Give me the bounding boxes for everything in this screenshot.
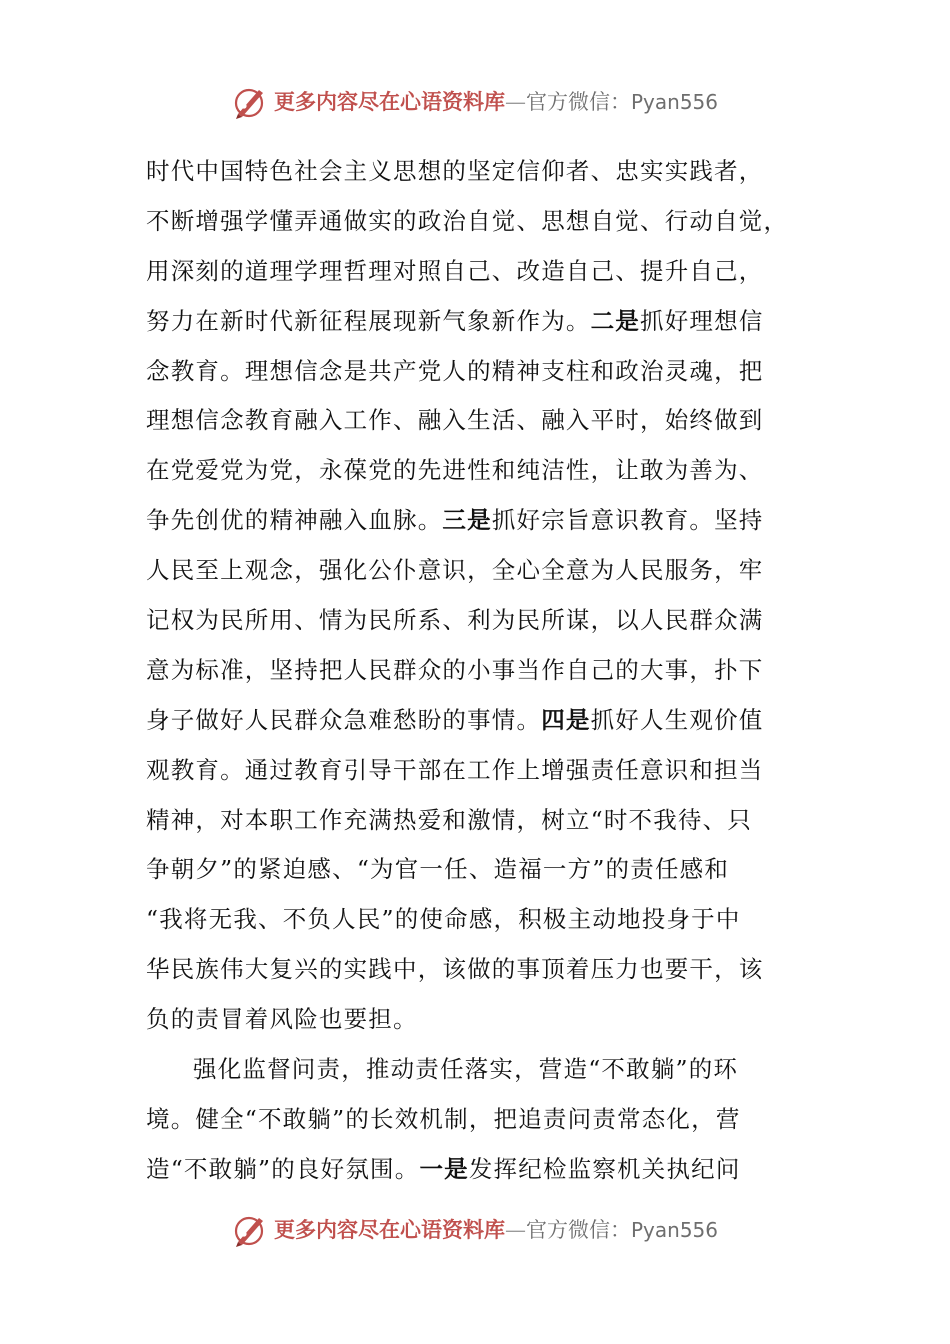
text-segment: 造“不敢躺”的良好氛围。 <box>146 1154 420 1183</box>
paragraph-line <box>146 297 796 347</box>
watermark-text <box>274 1208 718 1252</box>
text-segment: 在党爱党为党，永葆党的先进性和纯洁性，让敢为善为、 <box>146 456 764 485</box>
watermark-header <box>0 80 950 124</box>
paragraph-line <box>146 845 796 895</box>
pen-logo-icon <box>232 84 268 120</box>
text-segment: 身子做好人民群众急难愁盼的事情。 <box>146 705 542 734</box>
paragraph-line <box>146 396 796 446</box>
text-segment: 用深刻的道理学理哲理对照自己、改造自己、提升自己， <box>146 256 764 285</box>
text-segment: 抓好人生观价值 <box>590 705 764 734</box>
watermark-label: 官方微信： <box>525 90 631 114</box>
text-segment: 意为标准，坚持把人民群众的小事当作自己的大事，扑下 <box>146 655 764 684</box>
text-segment: 观教育。通过教育引导干部在工作上增强责任意识和担当 <box>146 755 764 784</box>
paragraph-line <box>146 347 796 397</box>
paragraph-line <box>146 247 796 297</box>
paragraph-line <box>146 646 796 696</box>
text-segment: 念教育。理想信念是共产党人的精神支柱和政治灵魂，把 <box>146 356 764 385</box>
watermark-text <box>274 80 718 124</box>
paragraph-line <box>146 546 796 596</box>
paragraph-line <box>146 446 796 496</box>
text-segment: 发挥纪检监察机关执纪问 <box>468 1154 741 1183</box>
watermark-dash: — <box>504 1218 526 1242</box>
watermark-site: 更多内容尽在心语资料库 <box>273 1217 505 1242</box>
text-segment: 境。健全“不敢躺”的长效机制，把追责问责常态化，营 <box>146 1104 741 1133</box>
text-segment: 华民族伟大复兴的实践中，该做的事顶着压力也要干，该 <box>146 955 764 984</box>
paragraph-line <box>146 995 796 1045</box>
bold-marker: 四是 <box>541 705 591 734</box>
text-segment: 抓好宗旨意识教育。坚持 <box>491 506 764 535</box>
bold-marker: 三是 <box>442 506 492 535</box>
paragraph-line <box>146 1145 796 1195</box>
text-segment: 争朝夕”的紧迫感、“为官一任、造福一方”的责任感和 <box>146 855 730 884</box>
paragraph-line <box>146 496 796 546</box>
bold-marker: 一是 <box>419 1154 469 1183</box>
paragraph-line <box>146 796 796 846</box>
paragraph-line <box>146 895 796 945</box>
document-body <box>146 147 796 1195</box>
text-segment: “我将无我、不负人民”的使命感，积极主动地投身于中 <box>146 905 741 934</box>
text-segment: 人民至上观念，强化公仆意识，全心全意为人民服务，牢 <box>146 556 764 585</box>
paragraph-line-indented <box>146 1045 796 1095</box>
text-segment: 负的责冒着风险也要担。 <box>146 1005 418 1034</box>
text-segment: 不断增强学懂弄通做实的政治自觉、思想自觉、行动自觉， <box>146 206 789 235</box>
watermark-wechat-id: Pyan556 <box>630 1218 718 1242</box>
watermark-label: 官方微信： <box>525 1218 631 1242</box>
watermark-dash: — <box>504 90 526 114</box>
paragraph-line <box>146 1095 796 1145</box>
text-segment: 理想信念教育融入工作、融入生活、融入平时，始终做到 <box>146 406 764 435</box>
watermark-site: 更多内容尽在心语资料库 <box>273 89 505 114</box>
paragraph-line <box>146 197 796 247</box>
paragraph-line <box>146 746 796 796</box>
text-segment: 抓好理想信 <box>640 306 764 335</box>
text-segment: 强化监督问责，推动责任落实，营造“不敢躺”的环 <box>193 1055 739 1084</box>
text-segment: 记权为民所用、情为民所系、利为民所谋，以人民群众满 <box>146 606 764 635</box>
text-segment: 时代中国特色社会主义思想的坚定信仰者、忠实实践者， <box>146 157 764 185</box>
paragraph-line <box>146 596 796 646</box>
watermark-footer <box>0 1208 950 1252</box>
paragraph-line <box>146 945 796 995</box>
pen-logo-icon <box>232 1212 268 1248</box>
paragraph-line <box>146 696 796 746</box>
text-segment: 争先创优的精神融入血脉。 <box>146 506 443 535</box>
paragraph-line <box>146 147 796 197</box>
watermark-wechat-id: Pyan556 <box>630 90 718 114</box>
bold-marker: 二是 <box>590 306 641 335</box>
text-segment: 努力在新时代新征程展现新气象新作为。 <box>146 306 591 335</box>
text-segment: 精神，对本职工作充满热爱和激情，树立“时不我待、只 <box>146 805 753 834</box>
